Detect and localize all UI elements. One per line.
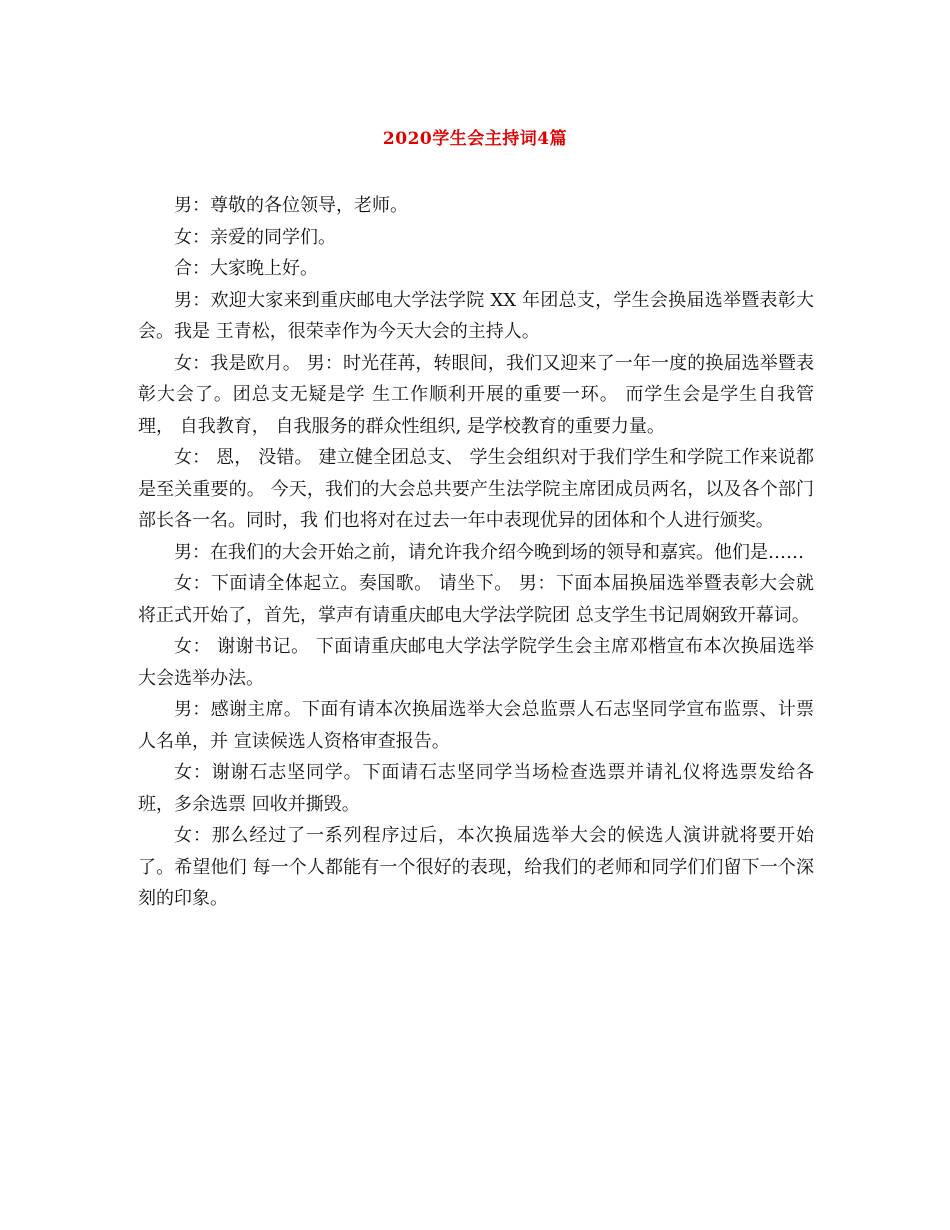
document-title: 2020学生会主持词4篇 bbox=[382, 129, 568, 149]
paragraph: 女： 恩， 没错。 建立健全团总支、 学生会组织对于我们学生和学院工作来说都是至关重要的。 今天，我们的大会总共要产生法学院主席团成员两名，以及各个部门部长各一名。同时，我 们也将对在过去一年中表现优异的团体和个人进行颁奖。 bbox=[138, 447, 814, 531]
paragraph: 女：我是欧月。 男：时光荏苒，转眼间，我们又迎来了一年一度的换届选举暨表彰大会了。团总支无疑是学 生工作顺利开展的重要一环。 而学生会是学生自我管理， 自我教育， 自我服务的群众性组织, 是学校教育的重要力量。 bbox=[138, 352, 814, 437]
paragraph: 男：欢迎大家来到重庆邮电大学法学院 XX 年团总支，学生会换届选举暨表彰大会。我是 王青松，很荣幸作为今天大会的主持人。 bbox=[138, 289, 814, 342]
paragraph: 男：感谢主席。下面有请本次换届选举大会总监票人石志坚同学宣布监票、计票人名单，并 宣读候选人资格审查报告。 bbox=[138, 699, 814, 752]
paragraph: 合：大家晚上好。 bbox=[174, 258, 318, 279]
paragraph: 女：谢谢石志坚同学。下面请石志坚同学当场检查选票并请礼仪将选票发给各班，多余选票 回收并撕毁。 bbox=[138, 762, 814, 815]
paragraph: 女：下面请全体起立。奏国歌。 请坐下。 男：下面本届换届选举暨表彰大会就将正式开始了，首先，掌声有请重庆邮电大学法学院团 总支学生书记周娴致开幕词。 bbox=[138, 573, 814, 626]
paragraph: 男：在我们的大会开始之前，请允许我介绍今晚到场的领导和嘉宾。他们是…… bbox=[174, 541, 804, 563]
paragraph: 男：尊敬的各位领导，老师。 bbox=[174, 195, 408, 216]
paragraph: 女： 谢谢书记。 下面请重庆邮电大学法学院学生会主席邓楷宣布本次换届选举大会选举办法。 bbox=[138, 636, 814, 689]
paragraph: 女：亲爱的同学们。 bbox=[174, 226, 336, 248]
paragraph: 女：那么经过了一系列程序过后，本次换届选举大会的候选人演讲就将要开始了。希望他们 每一个人都能有一个很好的表现，给我们的老师和同学们们留下一个深刻的印象。 bbox=[138, 825, 814, 909]
document-body bbox=[138, 190, 814, 915]
